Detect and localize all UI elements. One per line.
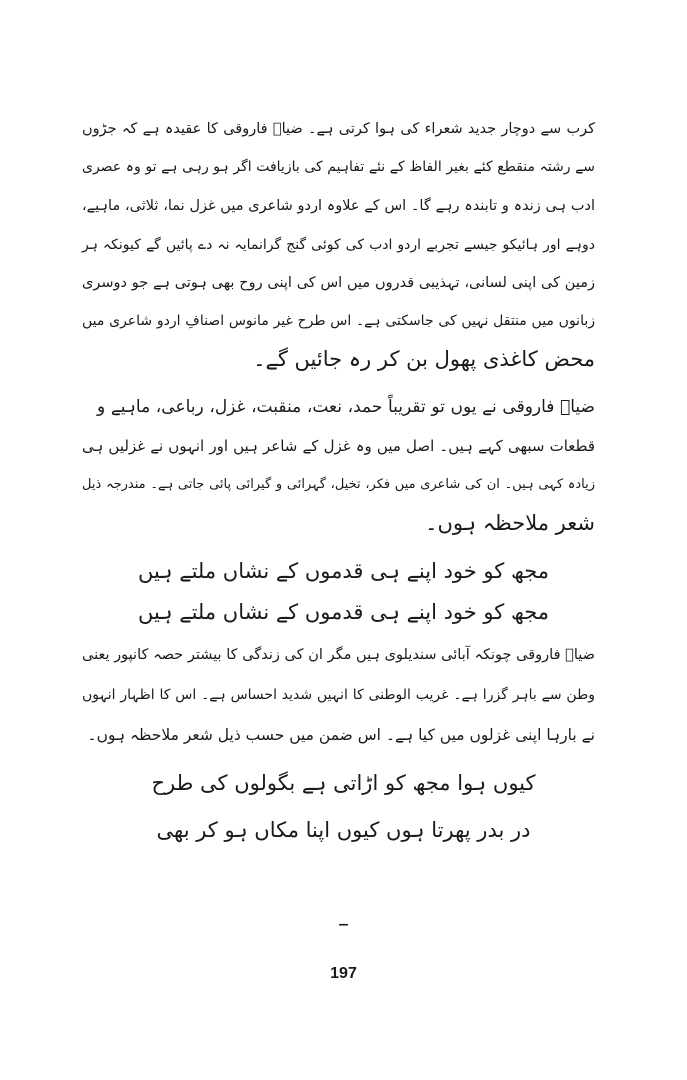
paragraph-1-line-4: دوہے اور ہائیکو جیسے تجربے اردو ادب کی کوئی گنج گرانمایہ نہ دے پائیں گے کیونکہ ہر: [82, 237, 595, 253]
paragraph-2-line-2: قطعات سبھی کہے ہیں۔ اصل میں وہ غزل کے شاعر ہیں اور انہوں نے غزلیں ہی: [82, 437, 595, 455]
couplet-1-line-1: مجھ کو خود اپنے ہی قدموں کے نشاں ملتے ہیں: [137, 559, 550, 583]
couplet-1-line-2: مجھ کو خود اپنے ہی قدموں کے نشاں ملتے ہیں: [137, 600, 550, 624]
paragraph-3-line-1: ضیاؔ فاروقی چونکہ آبائی سندیلوی ہیں مگر ان کی زندگی کا بیشتر حصہ کانپور یعنی: [82, 647, 595, 663]
paragraph-3-line-2: وطن سے باہر گزرا ہے۔ غریب الوطنی کا انہیں شدید احساس ہے۔ اس کا اظہار انہوں: [82, 687, 595, 703]
paragraph-2-line-1: ضیاؔ فاروقی نے یوں تو تقریباً حمد، نعت، منقبت، غزل، رباعی، ماہیے و: [97, 397, 595, 417]
couplet-2-line-2: در بدر پھرتا ہوں کیوں اپنا مکاں ہو کر بھی: [156, 818, 531, 842]
paragraph-3-line-3: نے بارہا اپنی غزلوں میں کیا ہے۔ اس ضمن میں حسب ذیل شعر ملاحظہ ہوں۔: [87, 726, 595, 744]
paragraph-1-line-3: ادب ہی زندہ و تابندہ رہے گا۔ اس کے علاوہ اردو شاعری میں غزل نما، ثلاثی، ماہیے،: [82, 198, 595, 214]
paragraph-1-line-7: محض کاغذی پھول بن کر رہ جائیں گے۔: [253, 347, 595, 371]
paragraph-1-line-5: زمین کی اپنی لسانی، تہذیبی قدروں میں اس کی اپنی روح بھی ہوتی ہے جو دوسری: [82, 275, 595, 291]
paragraph-1-line-2: سے رشتہ منقطع کئے بغیر الفاظ کے نئے تفاہیم کی بازیافت اگر ہو رہی ہے تو وہ عصری: [82, 159, 595, 175]
couplet-2-line-1: کیوں ہوا مجھ کو اڑاتی ہے بگولوں کی طرح: [151, 771, 536, 795]
paragraph-2-line-3: زیادہ کہی ہیں۔ ان کی شاعری میں فکر، تخیل، گہرائی و گیرائی پائی جاتی ہے۔ مندرجہ ذیل: [82, 477, 595, 492]
page-number: 197: [330, 965, 357, 982]
section-separator: –: [338, 912, 349, 937]
paragraph-1-line-1: کرب سے دوچار جدید شعراء کی ہوا کرتی ہے۔ ضیاؔ فاروقی کا عقیدہ ہے کہ جڑوں: [82, 121, 595, 137]
paragraph-2-line-4: شعر ملاحظہ ہوں۔: [425, 511, 595, 535]
paragraph-1-line-6: زبانوں میں منتقل نہیں کی جاسکتی ہے۔ اس طرح غیر مانوس اصنافِ اردو شاعری میں: [82, 313, 595, 329]
